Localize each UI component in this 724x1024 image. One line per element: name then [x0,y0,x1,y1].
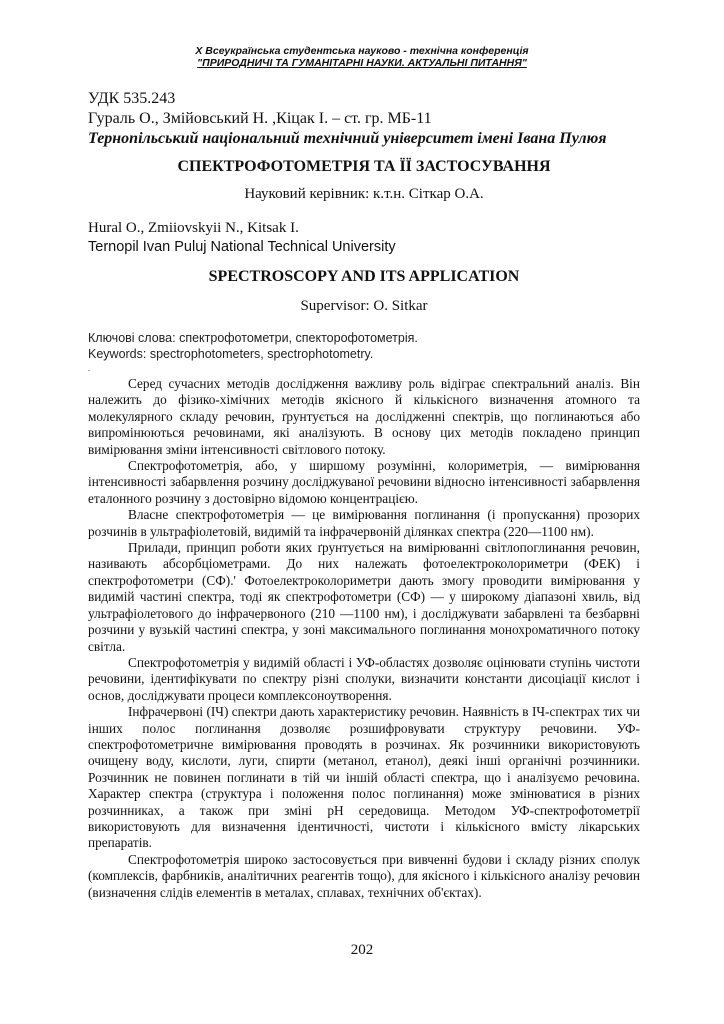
keywords-block [88,330,640,362]
paper-title-ua: СПЕКТРОФОТОМЕТРІЯ ТА ЇЇ ЗАСТОСУВАННЯ [177,158,551,175]
institution-ua: Тернопільський національний технічний університет імені Івана Пулюя [88,130,607,147]
paper-meta-en [88,219,640,257]
udc-code: УДК 535.243 [88,90,176,107]
conference-header [0,45,724,69]
conference-theme: "ПРИРОДНИЧІ ТА ГУМАНІТАРНІ НАУКИ. АКТУАЛЬНІ ПИТАННЯ" [197,57,527,69]
keywords-ua: Ключові слова: спектрофотометри, спекторофотометрія. [88,331,418,345]
body-paragraph: Власне спектрофотометрія — це вимірювання поглинання (і пропускання) прозорих розчинів в ультрафіолетовій, видимій та інфрачервоній ділянках спектра (220—1100 нм). [88,507,640,539]
paper-meta-ua [88,89,640,149]
body-paragraph: Прилади, принцип роботи яких ґрунтується на вимірюванні світлопоглинання речовин, називають абсорбціометрами. До них належать фотоелектроколориметри (ФЕК) і спектрофотометри (СФ).' Фотоелектроколориметри дають змогу проводити вимірювання у видимій частині спектра, тоді як спектрофотометри (СФ) — у широкому діапазоні хвиль, від ультрафіолетового до інфрачервоного (210 —1100 нм), і досліджувати забарвлені та безбарвні розчини у вузькій частині спектра, у зоні максимального поглинання монохроматичного потоку світла. [88,540,640,654]
body-paragraph: Спектрофотометрія, або, у ширшому розумінні, колориметрія, — вимірювання інтенсивності забарвлення розчину досліджуваної речовини відносно інтенсивності забарвлення еталонного розчину з достовірно відомою концентрацією. [88,458,640,506]
page-number: 202 [350,942,374,958]
body-paragraph: Інфрачервоні (ІЧ) спектри дають характеристику речовин. Наявність в ІЧ-спектрах тих чи інших полос поглинання дозволяє розшифровувати структуру речовини. УФ-спектрофотометричне вимірювання проводять в розчинах. Як розчинники використовують очищену воду, кислоти, луги, спирти (метанол, етанол), деякі інші органічні розчинники. Розчинник не повинен поглинати в тій чи іншій області спектра, що і аналізуємо речовина. Характер спектра (структура і положення полос поглинання) може змінюватися в різних розчинниках, а також при зміні pH середовища. Методом УФ-спектрофотометрії використовують для визначення ідентичності, чистоти і кількісного вмісту лікарських препаратів. [88,704,640,851]
authors-en: Hural O., Zmiiovskyii N., Kitsak I. [88,220,299,236]
institution-en: Ternopil Ivan Puluj National Technical University [88,239,396,255]
body-paragraph: Серед сучасних методів дослідження важливу роль відіграє спектральний аналіз. Він належить до фізико-хімічних методів якісного й кількісного визначення атомного та молекулярного складу речовин, ґрунтується на дослідженні спектрів, що поглинаються або випромінюються речовинами, які аналізують. В основу цих методів покладено принцип вимірювання зміни інтенсивності світлового потоку. [88,376,640,457]
conference-title: X Всеукраїнська студентська науково - технічна конференція [195,45,529,57]
body-paragraph: Спектрофотометрія у видимій області і УФ-областях дозволяє оцінювати ступінь чистоти речовини, ідентифікувати по спектру різні сполуки, визначити константи дисоціації кислот і основ, досліджувати процеси комплексоноутворення. [88,654,640,703]
body-paragraph: Спектрофотометрія широко застосовується при вивченні будови і складу різних сполук (комплексів, фарбників, аналітичних реагентів тощо), для якісного і кількісного аналізу речовин (визначення слідів елементів в металах, сплавах, технічних об'єктах). [88,851,640,900]
supervisor-ua: Науковий керівник: к.т.н. Сіткар О.А. [244,186,484,202]
stray-mark: . [88,364,90,373]
keywords-en: Keywords: spectrophotometers, spectrophotometry. [88,347,374,361]
paper-title-en: SPECTROSCOPY AND ITS APPLICATION [208,268,520,285]
supervisor-en: Supervisor: O. Sitkar [300,298,428,314]
paper-body [88,376,640,901]
authors-ua: Гураль О., Змійовський Н. ,Кіцак І. – ст. гр. МБ-11 [88,110,432,127]
